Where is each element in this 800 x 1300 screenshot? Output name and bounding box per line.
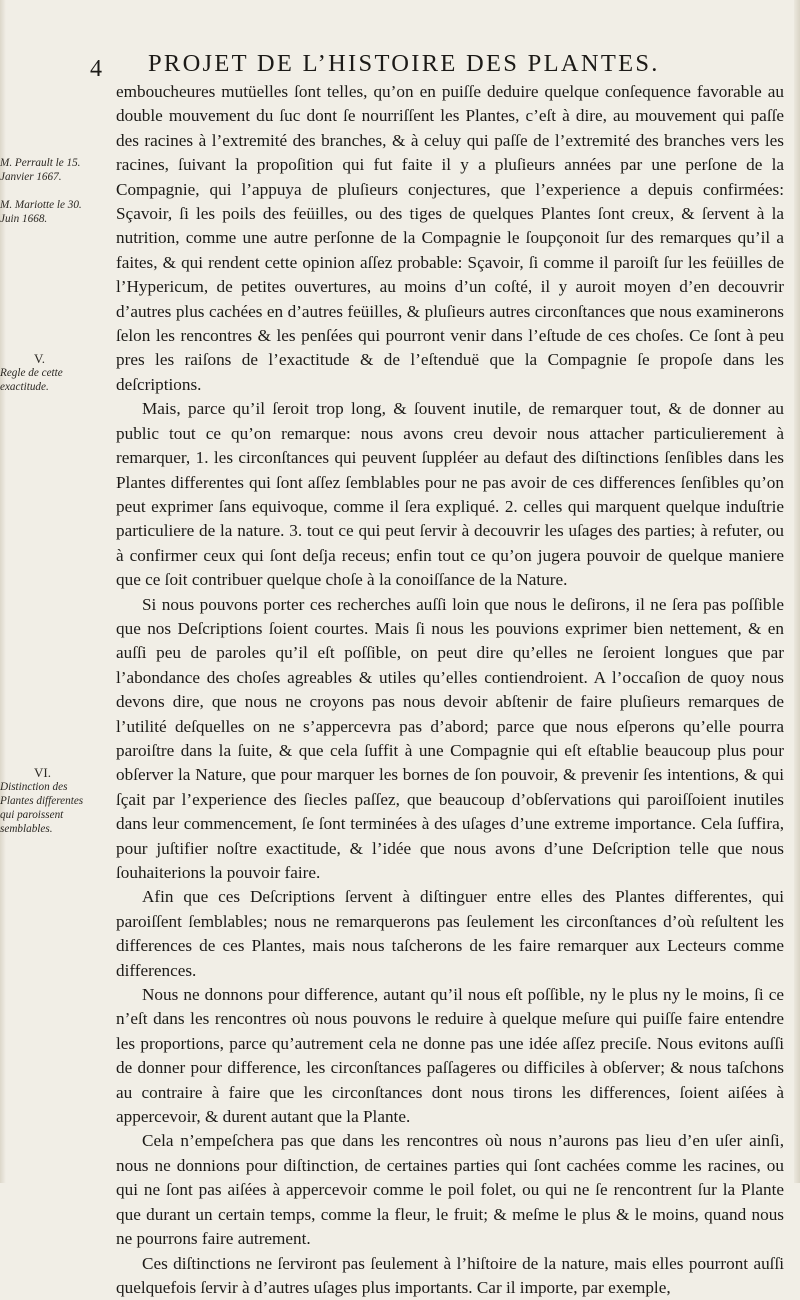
page-number: 4 bbox=[90, 56, 102, 83]
paragraph: Cela n’empeſchera pas que dans les rencontres où nous n’aurons pas lieu d’en uſer ainſi, nous ne donnions pour diſtinction, de certaines parties qui ſont cachées comme les racines, ou qui ne ſont pas aiſées à appercevoir comme le poil folet, ou qui ne ſe rencontrent ſur la Plante que durant un certain temps, comme la fleur, le fruit; & meſme le plus & le moins, quand nous ne pourrons faire autrement. bbox=[116, 1129, 784, 1251]
paragraph: Nous ne donnons pour difference, autant qu’il nous eſt poſſible, ny le plus ny le moins, ſi ce n’eſt dans les rencontres où nous pouvons le reduire à quelque meſure qui puiſſe faire entendre les proportions, parce qu’autrement cela ne donne pas une idée aſſez preciſe. Nous evitons auſſi de donner pour difference, les circonſtances paſſageres ou difficiles à obſerver; & nous taſchons au contraire à faire que les circonſtances dont nous tirons les differences, ſoient aiſées à appercevoir, & durent autant que la Plante. bbox=[116, 983, 784, 1129]
section-6-number: VI. bbox=[0, 766, 96, 780]
margin-section-5 bbox=[0, 352, 96, 394]
paragraph: Mais, parce qu’il ſeroit trop long, & ſouvent inutile, de remarquer tout, & de donner au public tout ce qu’on remarque: nous avons creu devoir nous attacher particulierement à remarquer, 1. les circonſtances qui peuvent ſuppléer au defaut des diſtinctions ſenſibles dans les Plantes differentes qui ſont aſſez ſemblables pour ne pas avoir de ces differences ſenſibles qu’on peut exprimer ſans equivoque, comme il ſera expliqué. 2. celles qui marquent quelque induſtrie particuliere de la nature. 3. tout ce qui peut ſervir à decouvrir les uſages des parties; à refuter, ou à confirmer ceux qui ſont deſja receus; enfin tout ce qu’on jugera pouvoir de quelque maniere que ce ſoit contribuer quelque choſe à la conoiſſance de la Nature. bbox=[116, 397, 784, 592]
section-5-title: Regle de cette exactitude. bbox=[0, 367, 63, 393]
margin-note-mariotte: M. Mariotte le 30. Juin 1668. bbox=[0, 198, 96, 226]
paragraph: emboucheures mutüelles ſont telles, qu’on en puiſſe deduire quelque conſequence favorable au double mouvement du ſuc dont ſe nourriſſent les Plantes, c’eſt à dire, au mouvement qui paſſe des racines à l’extremité des branches, & à celuy qui paſſe de l’extremité des branches vers les racines, ſuivant la propoſition qui fut faite il y a pluſieurs années par une perſone de la Compagnie, qui l’appuya de pluſieurs conjectures, que l’experience a depuis confirmées: Sçavoir, ſi les poils des feüilles, ou des tiges de quelques Plantes ſont creux, & ſervent à la nutrition, comme une autre perſonne de la Compagnie le ſoupçonoit ſur des remarques qu’il a faites, & qui rendent cette opinion aſſez probable: Sçavoir, ſi comme il paroiſt ſur les feüilles de l’Hypericum, de petites ouvertures, au moins d’un coſté, il y auroit moyen d’en decouvrir d’autres plus cachées en d’autres feüilles, & pluſieurs autres circonſtances que nous examinerons ſelon les rencontres & les penſées qui pourront venir dans l’eſtude de ces choſes. Ce ſont à peu pres les raiſons de l’exactitude & de l’eſtenduë que la Compagnie ſe propoſe dans les deſcriptions. bbox=[116, 80, 784, 397]
section-5-number: V. bbox=[0, 352, 96, 366]
section-6-title: Distinction des Plantes differentes qui paroissent semblables. bbox=[0, 781, 83, 835]
main-text bbox=[116, 80, 784, 1300]
running-title: PROJET DE L’HISTOIRE DES PLANTES. bbox=[148, 50, 688, 78]
paragraph: Afin que ces Deſcriptions ſervent à diſtinguer entre elles des Plantes differentes, qui paroiſſent ſemblables; nous ne remarquerons pas ſeulement les circonſtances d’où reſultent les differences de ces Plantes, mais nous taſcherons de les faire remarquer aux Lecteurs comme differences. bbox=[116, 885, 784, 983]
page-edge-right bbox=[794, 0, 800, 1183]
margin-section-6 bbox=[0, 766, 96, 836]
paragraph: Ces diſtinctions ne ſerviront pas ſeulement à l’hiſtoire de la nature, mais elles pourront auſſi quelquefois ſervir à d’autres uſages plus importants. Car il importe, par exemple, bbox=[116, 1252, 784, 1300]
paragraph: Si nous pouvons porter ces recherches auſſi loin que nous le deſirons, il ne ſera pas poſſible que nos Deſcriptions ſoient courtes. Mais ſi nous les pouvions exprimer bien nettement, & en auſſi peu de paroles qu’il eſt poſſible, on peut dire qu’elles ne ſeroient longues que par l’abondance des choſes agreables & utiles qu’elles contiendroient. A l’occaſion de quoy nous devons dire, que nous ne croyons pas nous devoir abſtenir de faire pluſieurs remarques de l’utilité deſquelles on ne s’appercevra pas d’abord; parce que nous eſperons qu’elle pourra paroiſtre dans la ſuite, & que cela ſuffit à une Compagnie qui eſt eſtablie beaucoup plus pour obſerver la Nature, que pour marquer les bornes de ſon pouvoir, & prevenir ſes intentions, & qui ſçait par l’experience des ſiecles paſſez, que beaucoup d’obſervations qui paroiſſoient inutiles dans leur commencement, ſe ſont terminées à des uſages d’une extreme importance. Cela ſuffira, pour juſtifier noſtre exactitude, & l’idée que nous avons d’une Deſcription telle que nous ſouhaiterions la pouvoir faire. bbox=[116, 593, 784, 886]
margin-note-perrault: M. Perrault le 15. Janvier 1667. bbox=[0, 156, 96, 184]
